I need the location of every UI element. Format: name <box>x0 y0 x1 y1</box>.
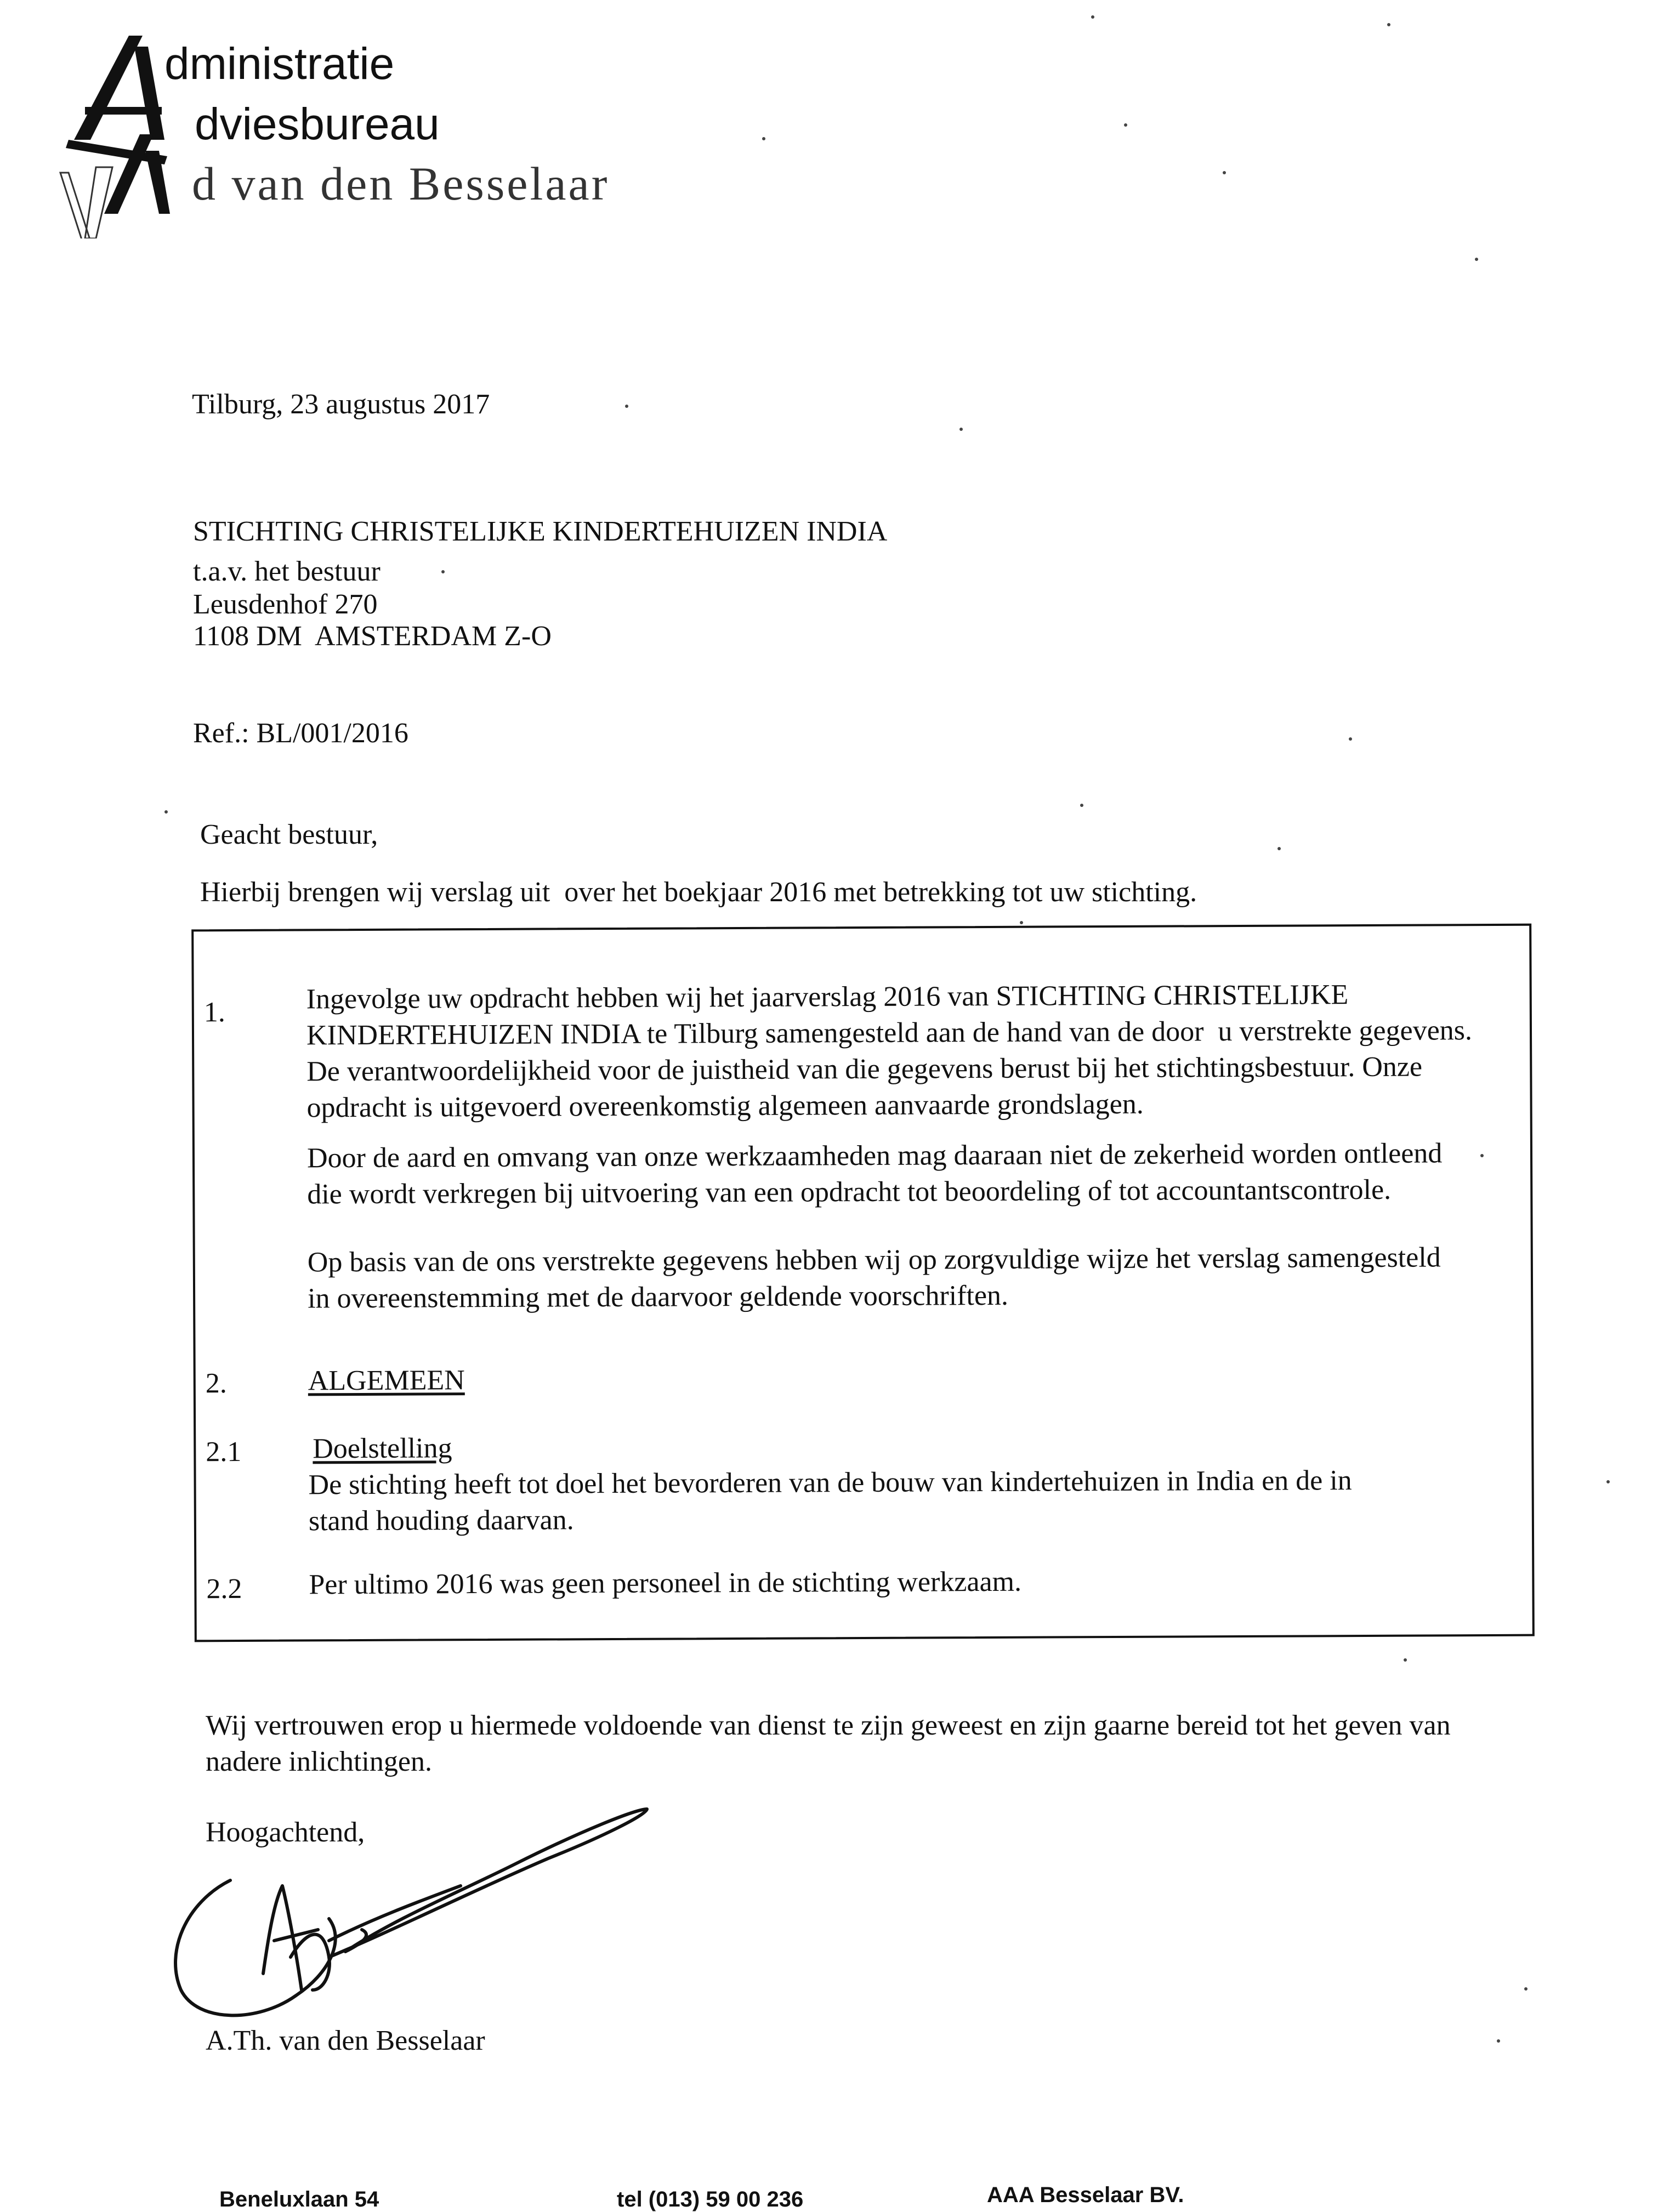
handwritten-signature <box>164 1793 685 2050</box>
letterhead-line-adviesbureau: dviesbureau <box>195 99 440 149</box>
recipient-name: STICHTING CHRISTELIJKE KINDERTEHUIZEN INDIA <box>193 516 888 547</box>
section-1-paragraph-2 <box>307 1135 1443 1213</box>
text-line: KINDERTEHUIZEN INDIA te Tilburg samengesteld aan de hand van de door u verstrekte gegevens. <box>306 1015 1473 1051</box>
section-2-2-text: Per ultimo 2016 was geen personeel in de stichting werkzaam. <box>309 1566 1022 1601</box>
text-line: nadere inlichtingen. <box>206 1746 432 1777</box>
section-2-number: 2. <box>205 1368 227 1400</box>
text-line: Door de aard en omvang van onze werkzaamheden mag daaraan niet de zekerheid worden ontleend <box>306 1138 1443 1174</box>
signatory-name: A.Th. van den Besselaar <box>206 2025 485 2056</box>
letterhead-line-name: d van den Besselaar <box>192 157 610 210</box>
recipient-street: Leusdenhof 270 <box>193 589 378 620</box>
sign-off: Hoogachtend, <box>206 1817 365 1848</box>
report-box <box>191 924 1535 1642</box>
place-date: Tilburg, 23 augustus 2017 <box>192 389 490 420</box>
text-line: opdracht is uitgevoerd overeenkomstig algemeen aanvaarde grondslagen. <box>306 1088 1144 1124</box>
text-line: De stichting heeft tot doel het bevorderen van de bouw van kindertehuizen in India en de in <box>308 1465 1352 1501</box>
section-2-1-block <box>308 1426 1352 1539</box>
text-line: Ingevolge uw opdracht hebben wij het jaarverslag 2016 van STICHTING CHRISTELIJKE <box>306 979 1349 1015</box>
section-2-1-number: 2.1 <box>206 1436 242 1468</box>
section-2-2-number: 2.2 <box>206 1573 242 1605</box>
text-line: in overeenstemming met de daarvoor geldende voorschriften. <box>307 1280 1009 1315</box>
closing-paragraph <box>206 1708 1451 1780</box>
section-1-number: 1. <box>203 997 225 1028</box>
intro-paragraph: Hierbij brengen wij verslag uit over het boekjaar 2016 met betrekking tot uw stichting. <box>200 877 1197 908</box>
footer-phone: tel (013) 59 00 236 <box>617 2187 804 2211</box>
section-1-paragraph-3 <box>308 1239 1441 1317</box>
section-1-paragraph-1 <box>306 976 1473 1126</box>
text-line: die wordt verkregen bij uitvoering van een opdracht tot beoordeling of tot accountantscontrole. <box>307 1174 1392 1210</box>
recipient-attention: t.a.v. het bestuur <box>193 556 381 587</box>
footer-address: Beneluxlaan 54 <box>219 2187 379 2211</box>
reference: Ref.: BL/001/2016 <box>193 718 408 749</box>
footer-company: AAA Besselaar BV. <box>987 2183 1184 2207</box>
recipient-city: 1108 DM AMSTERDAM Z-O <box>193 621 552 652</box>
section-2-heading: ALGEMEEN <box>308 1364 465 1397</box>
text-line: stand houding daarvan. <box>308 1504 574 1537</box>
text-line: Wij vertrouwen erop u hiermede voldoende van dienst te zijn geweest en zijn gaarne bereid tot het geven van <box>206 1710 1451 1741</box>
text-line: Op basis van de ons verstrekte gegevens hebben wij op zorgvuldige wijze het verslag samengesteld <box>307 1242 1441 1278</box>
letterhead-line-administratie: dministratie <box>164 39 395 89</box>
text-line: De verantwoordelijkheid voor de juistheid van die gegevens berust bij het stichtingsbestuur. Onze <box>306 1051 1423 1088</box>
salutation: Geacht bestuur, <box>200 819 378 850</box>
section-2-1-heading: Doelstelling <box>313 1432 452 1465</box>
